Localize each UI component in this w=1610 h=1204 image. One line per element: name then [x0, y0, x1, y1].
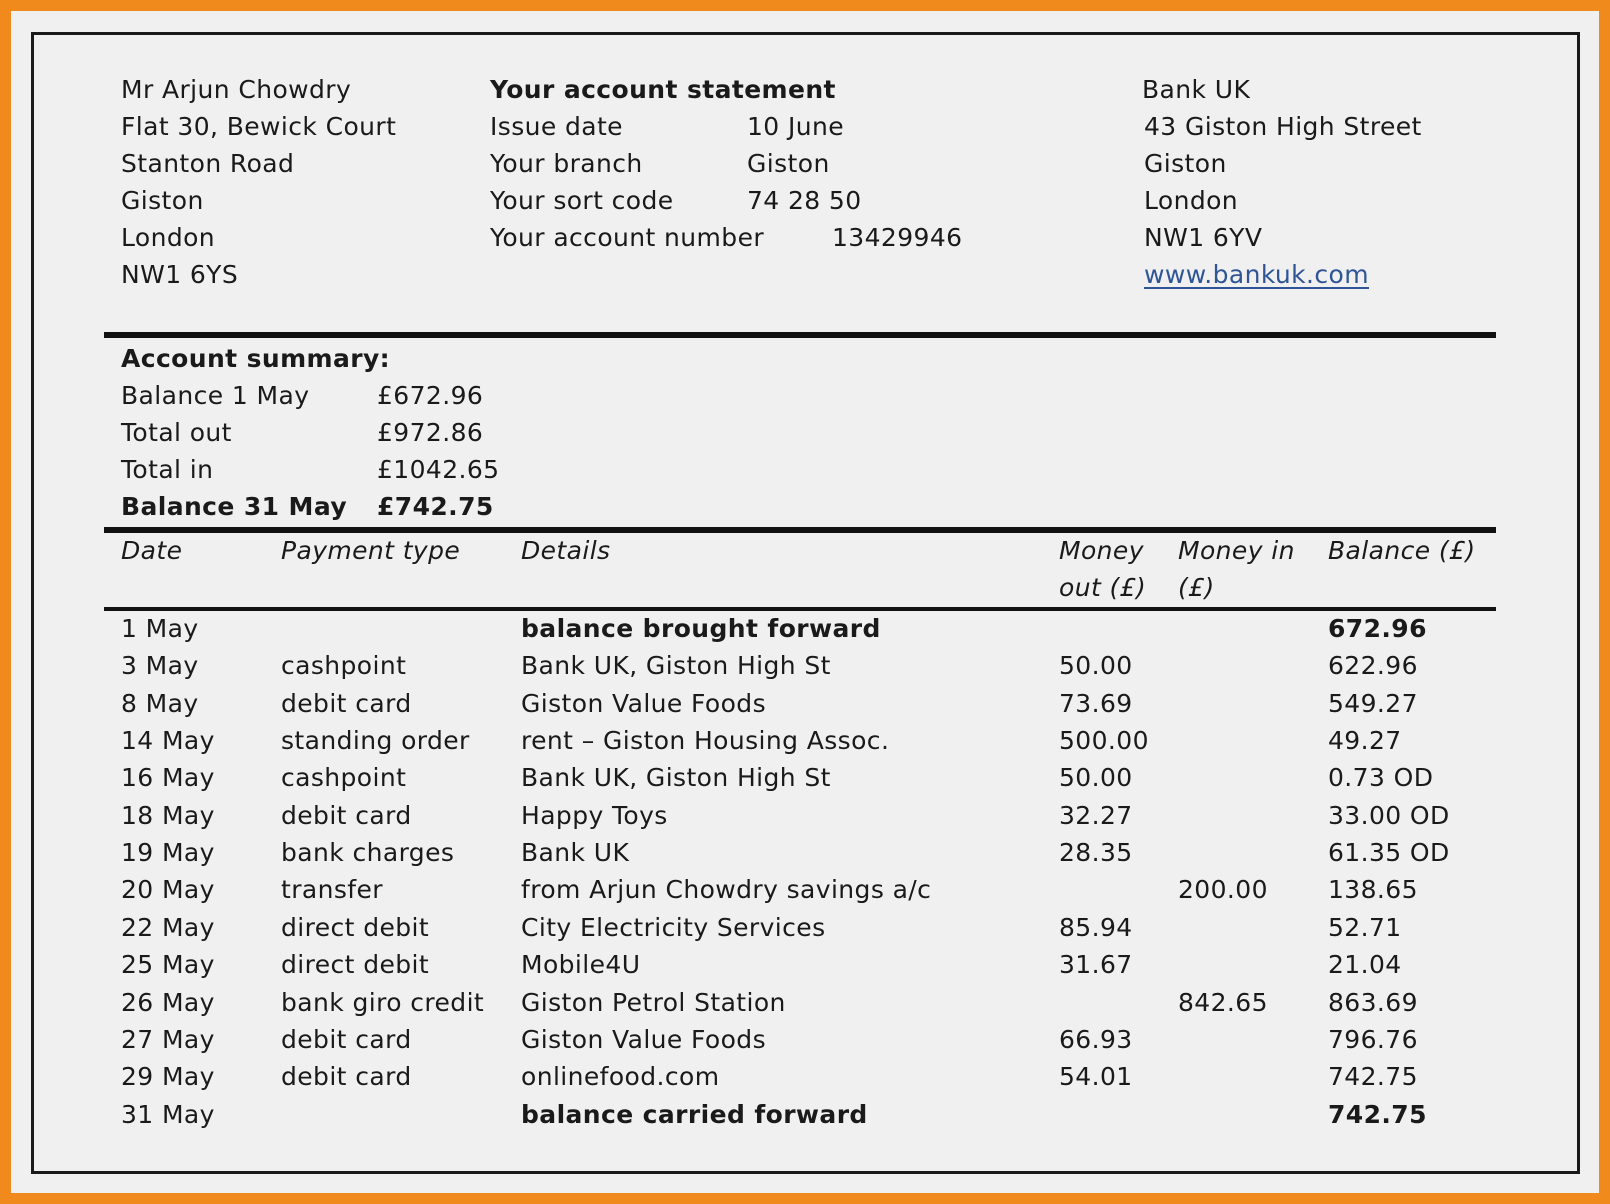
- statement-title: Your account statement: [490, 75, 836, 104]
- cell-balance: 672.96: [1328, 614, 1427, 643]
- cell-balance: 796.76: [1328, 1025, 1418, 1054]
- cell-balance: 742.75: [1328, 1062, 1418, 1091]
- cell-payment-type: cashpoint: [281, 651, 407, 680]
- cell-money-out: 73.69: [1059, 689, 1133, 718]
- cell-details: Mobile4U: [521, 950, 641, 979]
- cell-date: 20 May: [121, 875, 215, 904]
- bank-address-line: Giston: [1144, 149, 1227, 178]
- cell-date: 1 May: [121, 614, 199, 643]
- summary-value-closing: £742.75: [377, 492, 494, 521]
- section-divider: [104, 332, 1496, 338]
- summary-value: £972.86: [377, 418, 484, 447]
- cell-money-out: 50.00: [1059, 763, 1133, 792]
- cell-payment-type: debit card: [281, 1025, 412, 1054]
- cell-date: 31 May: [121, 1100, 215, 1129]
- header-date: Date: [121, 536, 183, 565]
- issue-date-value: 10 June: [747, 112, 845, 141]
- branch-label: Your branch: [490, 149, 643, 178]
- cell-money-out: 28.35: [1059, 838, 1133, 867]
- customer-address-line: Flat 30, Bewick Court: [121, 112, 397, 141]
- cell-balance: 742.75: [1328, 1100, 1427, 1129]
- cell-details: Bank UK: [521, 838, 630, 867]
- cell-details: balance carried forward: [521, 1100, 868, 1129]
- cell-payment-type: bank charges: [281, 838, 455, 867]
- summary-label: Balance 1 May: [121, 381, 310, 410]
- cell-date: 22 May: [121, 913, 215, 942]
- summary-value: £672.96: [377, 381, 484, 410]
- account-number-value: 13429946: [832, 223, 963, 252]
- cell-money-in: 842.65: [1178, 988, 1268, 1017]
- header-money-out: Money: [1059, 536, 1144, 565]
- cell-details: Giston Value Foods: [521, 689, 767, 718]
- cell-balance: 61.35 OD: [1328, 838, 1450, 867]
- cell-money-out: 31.67: [1059, 950, 1133, 979]
- cell-balance: 49.27: [1328, 726, 1402, 755]
- header-money-in: Money in: [1178, 536, 1295, 565]
- customer-address-line: Stanton Road: [121, 149, 295, 178]
- cell-money-out: 32.27: [1059, 801, 1133, 830]
- cell-details: from Arjun Chowdry savings a/c: [521, 875, 932, 904]
- cell-details: City Electricity Services: [521, 913, 826, 942]
- cell-details: Happy Toys: [521, 801, 668, 830]
- summary-label: Total in: [121, 455, 214, 484]
- cell-date: 16 May: [121, 763, 215, 792]
- cell-money-out: 54.01: [1059, 1062, 1133, 1091]
- cell-payment-type: transfer: [281, 875, 383, 904]
- cell-details: balance brought forward: [521, 614, 881, 643]
- cell-balance: 549.27: [1328, 689, 1418, 718]
- bank-address-line: London: [1144, 186, 1239, 215]
- header-payment-type: Payment type: [281, 536, 461, 565]
- cell-payment-type: direct debit: [281, 950, 430, 979]
- customer-name: Mr Arjun Chowdry: [121, 75, 352, 104]
- cell-date: 25 May: [121, 950, 215, 979]
- cell-payment-type: debit card: [281, 689, 412, 718]
- account-number-label: Your account number: [490, 223, 765, 252]
- bank-address-line: 43 Giston High Street: [1144, 112, 1422, 141]
- summary-label-closing: Balance 31 May: [121, 492, 348, 521]
- cell-details: Bank UK, Giston High St: [521, 763, 831, 792]
- cell-details: Bank UK, Giston High St: [521, 651, 831, 680]
- table-top-divider: [104, 527, 1496, 533]
- cell-money-out: 85.94: [1059, 913, 1133, 942]
- cell-details: Giston Petrol Station: [521, 988, 786, 1017]
- branch-value: Giston: [747, 149, 830, 178]
- cell-date: 14 May: [121, 726, 215, 755]
- table-header-divider: [104, 607, 1496, 611]
- cell-date: 18 May: [121, 801, 215, 830]
- cell-payment-type: direct debit: [281, 913, 430, 942]
- cell-payment-type: standing order: [281, 726, 470, 755]
- cell-details: Giston Value Foods: [521, 1025, 767, 1054]
- cell-date: 3 May: [121, 651, 199, 680]
- cell-money-out: 50.00: [1059, 651, 1133, 680]
- header-money-in-unit: (£): [1178, 573, 1215, 602]
- cell-money-out: 66.93: [1059, 1025, 1133, 1054]
- cell-date: 8 May: [121, 689, 199, 718]
- cell-date: 29 May: [121, 1062, 215, 1091]
- bank-postcode: NW1 6YV: [1144, 223, 1263, 252]
- issue-date-label: Issue date: [490, 112, 623, 141]
- sort-code-label: Your sort code: [490, 186, 674, 215]
- sort-code-value: 74 28 50: [747, 186, 862, 215]
- customer-postcode: NW1 6YS: [121, 260, 239, 289]
- summary-heading: Account summary:: [121, 344, 391, 373]
- cell-details: rent – Giston Housing Assoc.: [521, 726, 890, 755]
- cell-money-out: 500.00: [1059, 726, 1149, 755]
- cell-balance: 33.00 OD: [1328, 801, 1450, 830]
- bank-website-link[interactable]: www.bankuk.com: [1144, 260, 1369, 289]
- cell-balance: 0.73 OD: [1328, 763, 1434, 792]
- summary-label: Total out: [121, 418, 232, 447]
- cell-balance: 863.69: [1328, 988, 1418, 1017]
- cell-date: 19 May: [121, 838, 215, 867]
- cell-balance: 21.04: [1328, 950, 1402, 979]
- customer-address-line: Giston: [121, 186, 204, 215]
- cell-payment-type: debit card: [281, 801, 412, 830]
- header-money-out-unit: out (£): [1059, 573, 1147, 602]
- cell-payment-type: cashpoint: [281, 763, 407, 792]
- header-balance: Balance (£): [1328, 536, 1476, 565]
- customer-address-line: London: [121, 223, 216, 252]
- header-details: Details: [521, 536, 611, 565]
- cell-details: onlinefood.com: [521, 1062, 720, 1091]
- cell-payment-type: debit card: [281, 1062, 412, 1091]
- cell-money-in: 200.00: [1178, 875, 1268, 904]
- cell-balance: 52.71: [1328, 913, 1402, 942]
- bank-name: Bank UK: [1142, 75, 1251, 104]
- cell-balance: 622.96: [1328, 651, 1418, 680]
- summary-value: £1042.65: [377, 455, 500, 484]
- cell-payment-type: bank giro credit: [281, 988, 485, 1017]
- cell-balance: 138.65: [1328, 875, 1418, 904]
- cell-date: 26 May: [121, 988, 215, 1017]
- cell-date: 27 May: [121, 1025, 215, 1054]
